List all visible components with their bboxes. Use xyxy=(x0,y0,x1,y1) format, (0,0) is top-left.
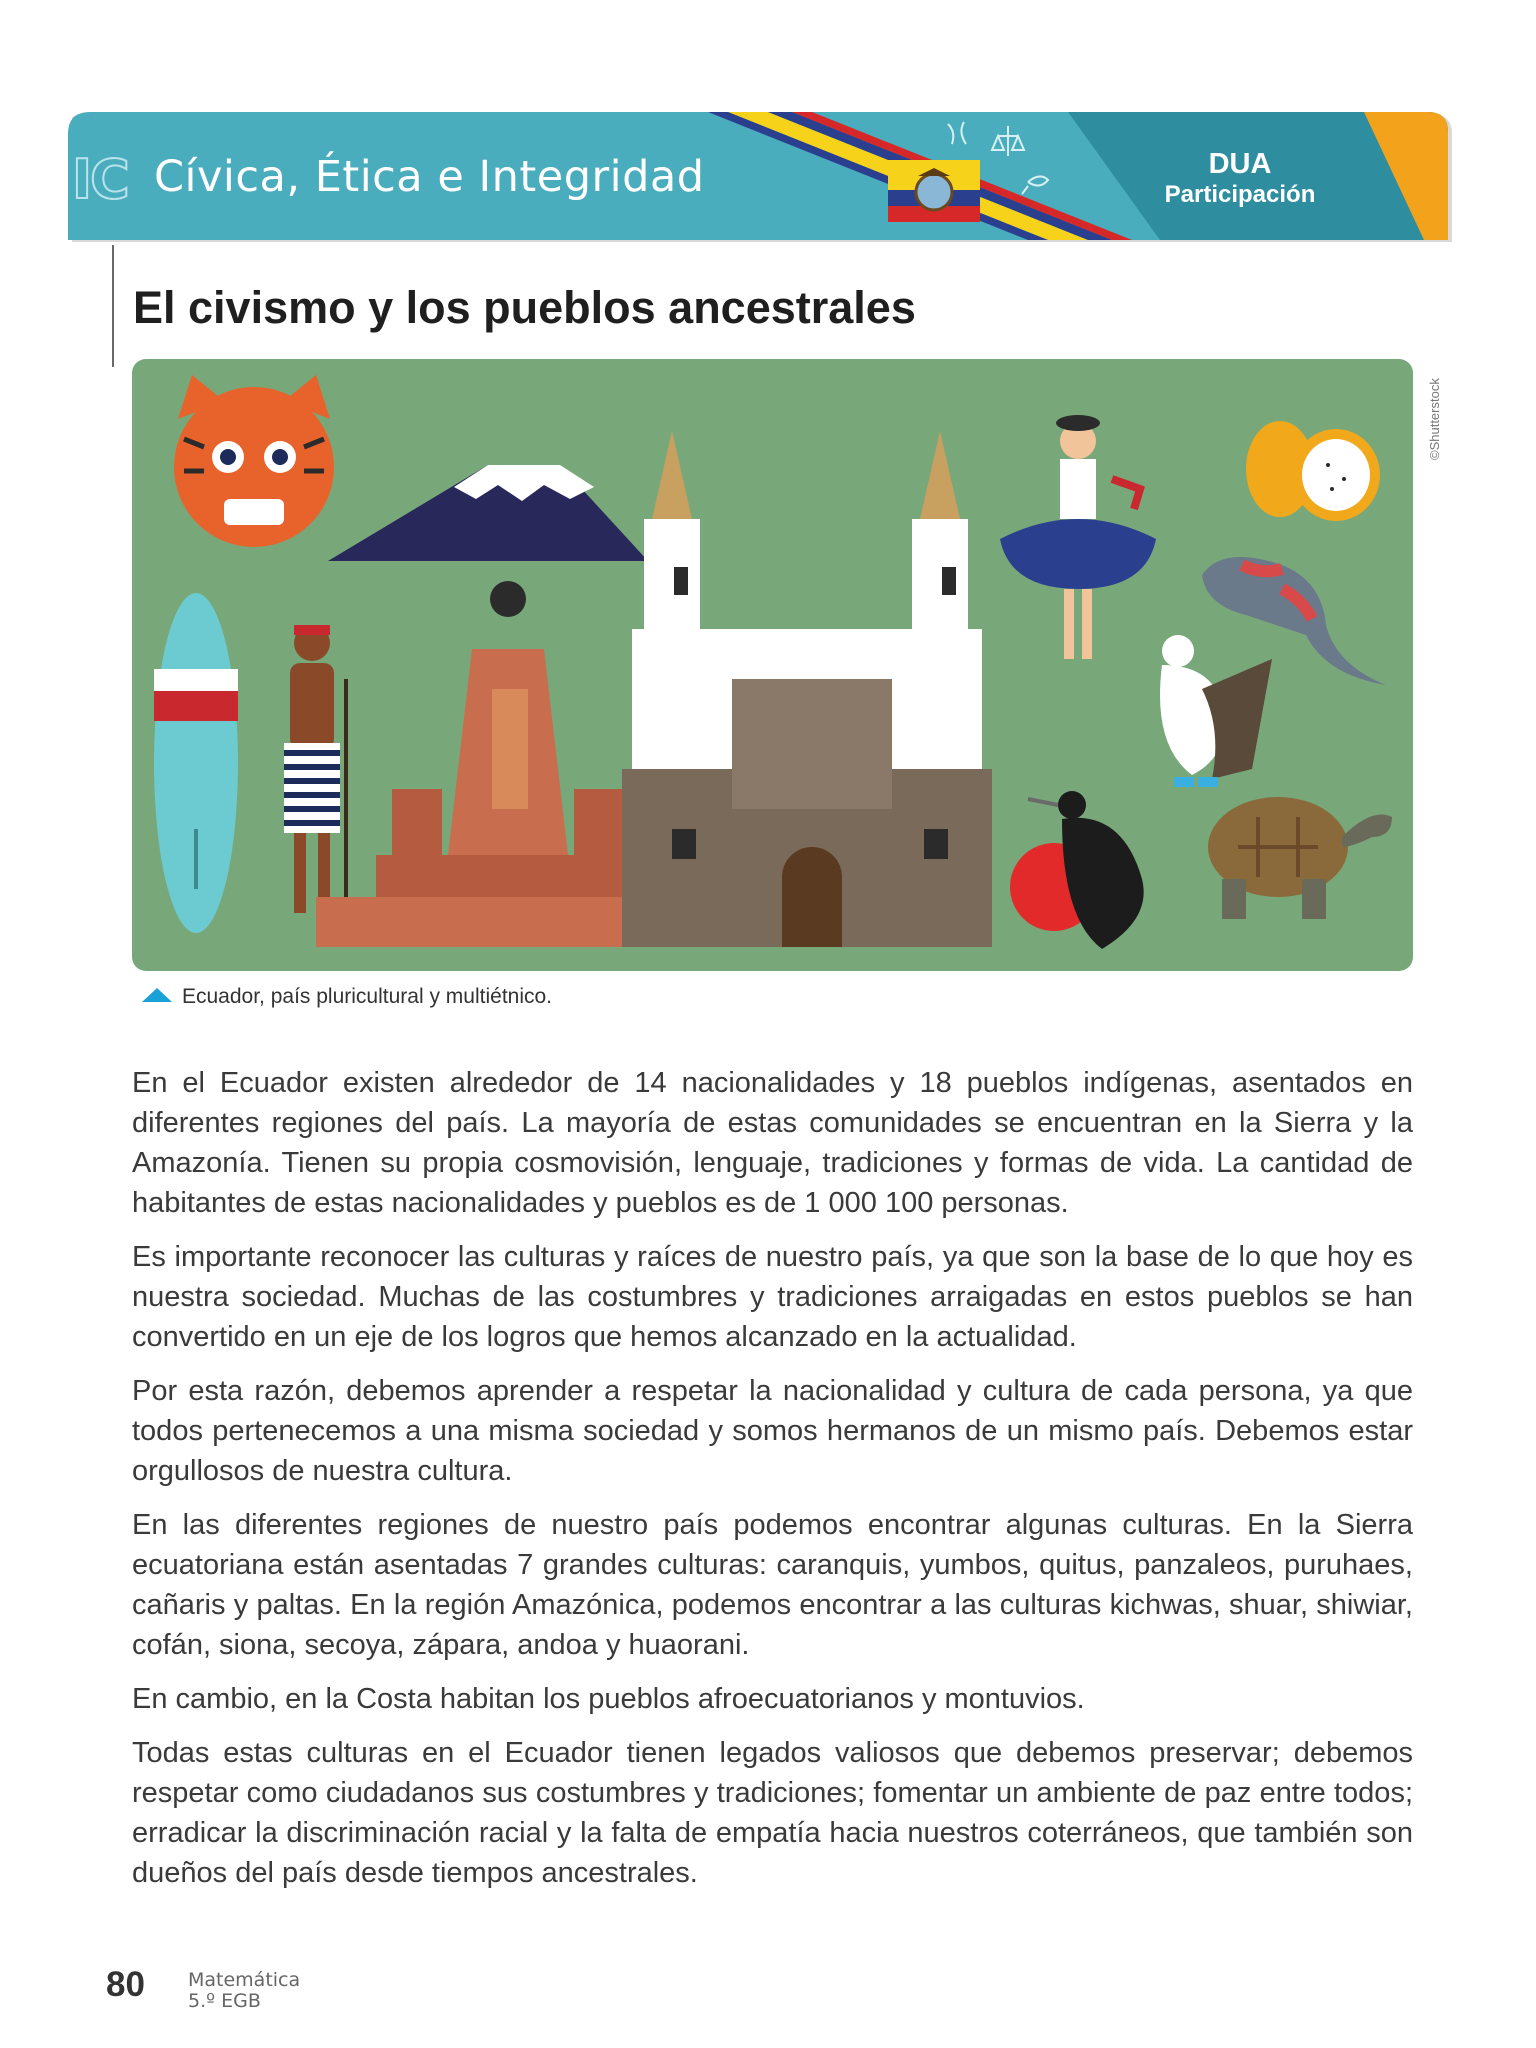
frigate-bird-icon xyxy=(1010,791,1144,949)
dua-title: DUA xyxy=(1208,148,1272,180)
booby-bird-icon xyxy=(1160,635,1272,787)
tortoise-icon xyxy=(1208,797,1392,919)
footer-subject xyxy=(188,1970,300,2012)
paragraph-1: En el Ecuador existen alrededor de 14 nacionalidades y 18 pueblos indígenas, asentados en diferentes regiones del país. La mayoría de estas comunidades se encuentran en la Sierra y la Amazonía. Tienen su propia cosmovisión, lenguaje, tradiciones y formas de vida. La cantidad de habitantes de estas nacionalidades y pueblos es de 1 000 100 personas. xyxy=(132,1067,1413,1219)
footer-subject-name: Matemática xyxy=(188,1969,301,1991)
section-title: Cívica, Ética e Integridad xyxy=(154,152,705,202)
side-rule xyxy=(112,245,114,367)
image-credit-text: ©Shutterstock xyxy=(1427,378,1442,460)
surfboard-icon xyxy=(154,593,238,933)
illustration-graphic xyxy=(132,359,1413,971)
cathedral-icon xyxy=(622,431,992,947)
paragraph-2: Es importante reconocer las culturas y raíces de nuestro país, ya que son la base de lo que hoy es nuestra sociedad. Muchas de las costumbres y tradiciones arraigadas en estos pueblos se han convertido en un eje de los logros que hemos alcanzado en la actualidad. xyxy=(132,1241,1413,1353)
dancer-icon xyxy=(1000,415,1156,659)
section-logo: IC xyxy=(72,148,128,211)
paragraph-3: Por esta razón, debemos aprender a respetar la nacionalidad y cultura de cada persona, ya que todos pertenecemos a una misma sociedad y somos hermanos de un mismo país. Debemos estar orgullosos de nuestra cultura. xyxy=(132,1375,1413,1487)
footer-grade: 5.º EGB xyxy=(188,1990,261,2012)
tiger-mask-icon xyxy=(174,375,334,547)
paragraph-4: En las diferentes regiones de nuestro país podemos encontrar algunas culturas. En la Sierra ecuatoriana están asentadas 7 grandes culturas: caranquis, yumbos, quitus, panzaleos, puruhaes, cañaris y paltas. En la región Amazónica, podemos encontrar a las culturas kichwas, shuar, shiwiar, cofán, siona, secoya, zápara, andoa y huaorani. xyxy=(132,1509,1413,1661)
caption-triangle-icon xyxy=(142,988,172,1002)
caption-text: Ecuador, país pluricultural y multiétnico. xyxy=(182,985,553,1008)
dragon-fruit-icon xyxy=(1246,421,1380,521)
amazon-warrior-icon xyxy=(284,625,346,913)
volcano-icon xyxy=(328,465,648,561)
iguana-icon xyxy=(1202,557,1386,685)
body-text xyxy=(132,1063,1413,1907)
page-title: El civismo y los pueblos ancestrales xyxy=(133,282,916,333)
culture-illustration xyxy=(132,359,1413,971)
dua-badge xyxy=(1130,148,1350,210)
paragraph-6: Todas estas culturas en el Ecuador tienen legados valiosos que debemos preservar; debemos respetar como ciudadanos sus costumbres y tradiciones; fomentar un ambiente de paz entre todos; erradicar la discriminación racial y la falta de empatía hacia nuestros coterráneos, que también son dueños del país desde tiempos ancestrales. xyxy=(132,1737,1413,1889)
page-number: 80 xyxy=(106,1965,145,2004)
dua-subtitle: Participación xyxy=(1164,181,1316,208)
figure-caption xyxy=(142,985,552,1009)
paragraph-5: En cambio, en la Costa habitan los pueblos afroecuatorianos y montuvios. xyxy=(132,1683,1085,1715)
image-credit xyxy=(1415,370,1442,490)
